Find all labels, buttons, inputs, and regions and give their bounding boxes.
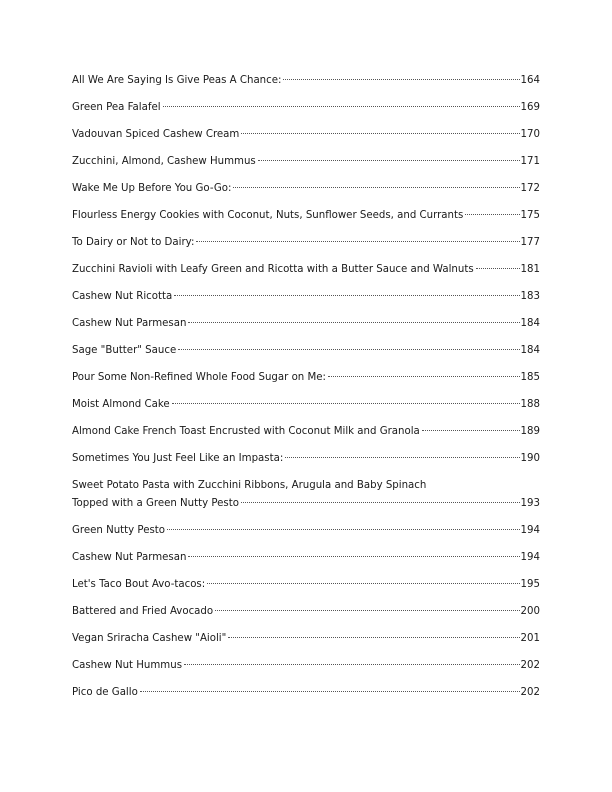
toc-entry-line (72, 126, 540, 144)
toc-entry-line (72, 657, 540, 675)
toc-entry[interactable] (72, 72, 540, 90)
toc-entry-line (72, 396, 540, 414)
toc-entry-title: Sometimes You Just Feel Like an Impasta: (72, 453, 284, 464)
toc-entry-line (72, 549, 540, 567)
dot-leader (174, 295, 519, 296)
toc-entry-line (72, 495, 540, 513)
toc-entry-title: Cashew Nut Ricotta (72, 291, 173, 302)
toc-entry-page-number: 181 (520, 264, 540, 275)
toc-entry-title: Topped with a Green Nutty Pesto (72, 498, 239, 509)
toc-entry[interactable] (72, 549, 540, 567)
toc-entry[interactable] (72, 369, 540, 387)
toc-entry-page-number: 202 (520, 687, 540, 698)
toc-entry-title: To Dairy or Not to Dairy: (72, 237, 195, 248)
dot-leader (465, 214, 519, 215)
dot-leader (233, 187, 519, 188)
toc-entry-page-number: 190 (520, 453, 540, 464)
toc-entry[interactable] (72, 342, 540, 360)
dot-leader (184, 664, 520, 665)
toc-entry-page-number: 189 (520, 426, 540, 437)
toc-entry-line (72, 342, 540, 360)
toc-entry[interactable] (72, 396, 540, 414)
toc-entry[interactable] (72, 261, 540, 279)
toc-entry-line (72, 72, 540, 90)
toc-entry-line (72, 234, 540, 252)
toc-entry-page-number: 200 (520, 606, 540, 617)
toc-entry-title: Vadouvan Spiced Cashew Cream (72, 129, 240, 140)
dot-leader (258, 160, 520, 161)
toc-entry[interactable] (72, 180, 540, 198)
toc-entry-line (72, 369, 540, 387)
dot-leader (241, 133, 519, 134)
toc-entry-title: Vegan Sriracha Cashew "Aioli" (72, 633, 227, 644)
toc-entry-title: Cashew Nut Hummus (72, 660, 182, 671)
toc-entry-title: Green Pea Falafel (72, 102, 161, 113)
toc-entry-title: Zucchini Ravioli with Leafy Green and Ricotta with a Butter Sauce and Walnuts (72, 264, 474, 275)
dot-leader (328, 376, 520, 377)
dot-leader (140, 691, 520, 692)
dot-leader (196, 241, 519, 242)
dot-leader (167, 529, 520, 530)
dot-leader (476, 268, 520, 269)
toc-entry-title: Pico de Gallo (72, 687, 138, 698)
toc-entry-line (72, 207, 540, 225)
toc-entry[interactable] (72, 450, 540, 468)
toc-entry-title: Zucchini, Almond, Cashew Hummus (72, 156, 256, 167)
toc-entry[interactable] (72, 234, 540, 252)
toc-entry[interactable] (72, 522, 540, 540)
toc-entry-page-number: 201 (520, 633, 540, 644)
toc-entry-page-number: 184 (520, 318, 540, 329)
dot-leader (207, 583, 519, 584)
dot-leader (422, 430, 520, 431)
toc-entry-line (72, 99, 540, 117)
toc-entry-page-number: 202 (520, 660, 540, 671)
toc-entry-page-number: 193 (520, 498, 540, 509)
toc-entry-page-number: 169 (520, 102, 540, 113)
toc-entry-title: Let's Taco Bout Avo-tacos: (72, 579, 206, 590)
dot-leader (172, 403, 520, 404)
toc-entry-page-number: 172 (520, 183, 540, 194)
toc-entry-line (72, 684, 540, 702)
toc-entry[interactable] (72, 315, 540, 333)
toc-entry-page-number: 195 (520, 579, 540, 590)
toc-entry-page-number: 170 (520, 129, 540, 140)
toc-entry-title: Sage "Butter" Sauce (72, 345, 177, 356)
toc-entry[interactable] (72, 288, 540, 306)
toc-entry-page-number: 184 (520, 345, 540, 356)
toc-entry[interactable] (72, 207, 540, 225)
toc-entry-title: Moist Almond Cake (72, 399, 170, 410)
dot-leader (283, 79, 519, 80)
toc-entry-line (72, 180, 540, 198)
toc-entry-line (72, 315, 540, 333)
toc-entry-title: Battered and Fried Avocado (72, 606, 214, 617)
dot-leader (178, 349, 519, 350)
toc-entry[interactable] (72, 684, 540, 702)
toc-entry[interactable] (72, 423, 540, 441)
toc-entry-line (72, 630, 540, 648)
toc-entry-title: Green Nutty Pesto (72, 525, 166, 536)
toc-entry-page-number: 188 (520, 399, 540, 410)
toc-entry-title-line1: Sweet Potato Pasta with Zucchini Ribbons, Arugula and Baby Spinach (72, 480, 427, 491)
toc-entry-line (72, 576, 540, 594)
toc-entry-line (72, 153, 540, 171)
toc-entry-page-number: 194 (520, 525, 540, 536)
toc-entry-page-number: 164 (520, 75, 540, 86)
toc-entry[interactable] (72, 99, 540, 117)
toc-entry-page-number: 194 (520, 552, 540, 563)
toc-entry-title: All We Are Saying Is Give Peas A Chance: (72, 75, 282, 86)
toc-entry-title: Almond Cake French Toast Encrusted with Coconut Milk and Granola (72, 426, 420, 437)
toc-entry[interactable] (72, 477, 540, 513)
toc-entry-page-number: 185 (520, 372, 540, 383)
toc-entry[interactable] (72, 576, 540, 594)
toc-entry[interactable] (72, 657, 540, 675)
dot-leader (188, 322, 519, 323)
dot-leader (163, 106, 520, 107)
toc-entry-line (72, 603, 540, 621)
toc-entry[interactable] (72, 153, 540, 171)
toc-entry[interactable] (72, 630, 540, 648)
toc-entry-line (72, 288, 540, 306)
toc-entry-title: Flourless Energy Cookies with Coconut, Nuts, Sunflower Seeds, and Currants (72, 210, 464, 221)
dot-leader (285, 457, 519, 458)
dot-leader (188, 556, 519, 557)
toc-entry-title: Wake Me Up Before You Go-Go: (72, 183, 232, 194)
toc-entry-page-number: 175 (520, 210, 540, 221)
toc-entry-line (72, 423, 540, 441)
dot-leader (228, 637, 519, 638)
toc-entry-page-number: 171 (520, 156, 540, 167)
toc-entry-title: Cashew Nut Parmesan (72, 552, 187, 563)
dot-leader (241, 502, 520, 503)
toc-entry-title: Pour Some Non-Refined Whole Food Sugar on Me: (72, 372, 326, 383)
dot-leader (215, 610, 519, 611)
toc-entry[interactable] (72, 603, 540, 621)
toc-entry-line (72, 450, 540, 468)
toc-entry-line (72, 522, 540, 540)
toc-entry-title: Cashew Nut Parmesan (72, 318, 187, 329)
toc-entry-page-number: 183 (520, 291, 540, 302)
toc-entry-page-number: 177 (520, 237, 540, 248)
toc-entry[interactable] (72, 126, 540, 144)
toc-entry-line (72, 261, 540, 279)
